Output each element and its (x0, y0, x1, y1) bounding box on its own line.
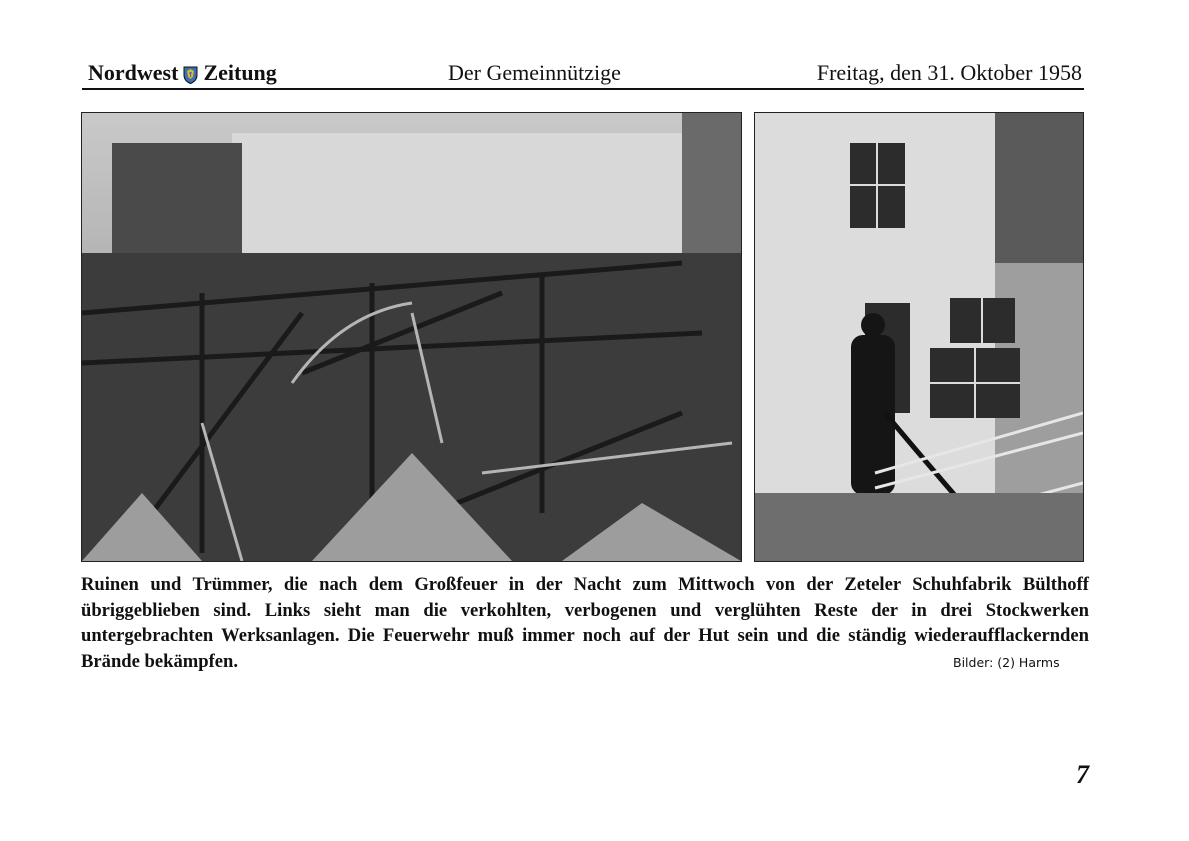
masthead (82, 58, 1084, 90)
issue-date: Freitag, den 31. Oktober 1958 (816, 60, 1082, 85)
paper-name (88, 60, 277, 86)
photo-caption: Ruinen und Trümmer, die nach dem Großfeuer in der Nacht zum Mittwoch von der Zeteler Schuhfabrik Bülthoff übriggeblieben sind. Links sieht man die verkohlten, verbogenen und verglühten Reste der in drei Stockwerken untergebrachten Werksanlagen. Die Feuerwehr muß immer noch auf der Hut sein und die ständig wiederaufflackernden Brände bekämpfen. (81, 574, 1089, 672)
coat-of-arms-icon (183, 64, 198, 82)
photo-factory-ruins (81, 112, 742, 562)
paper-name-part2: Zeitung (203, 60, 277, 85)
paper-name-part1: Nordwest (88, 60, 179, 85)
page-number: 7 (1076, 760, 1089, 789)
photo-credit: Bilder: (2) Harms (953, 655, 1060, 670)
section-title: Der Gemeinnützige (448, 60, 621, 85)
photo-firefighter (754, 112, 1084, 562)
